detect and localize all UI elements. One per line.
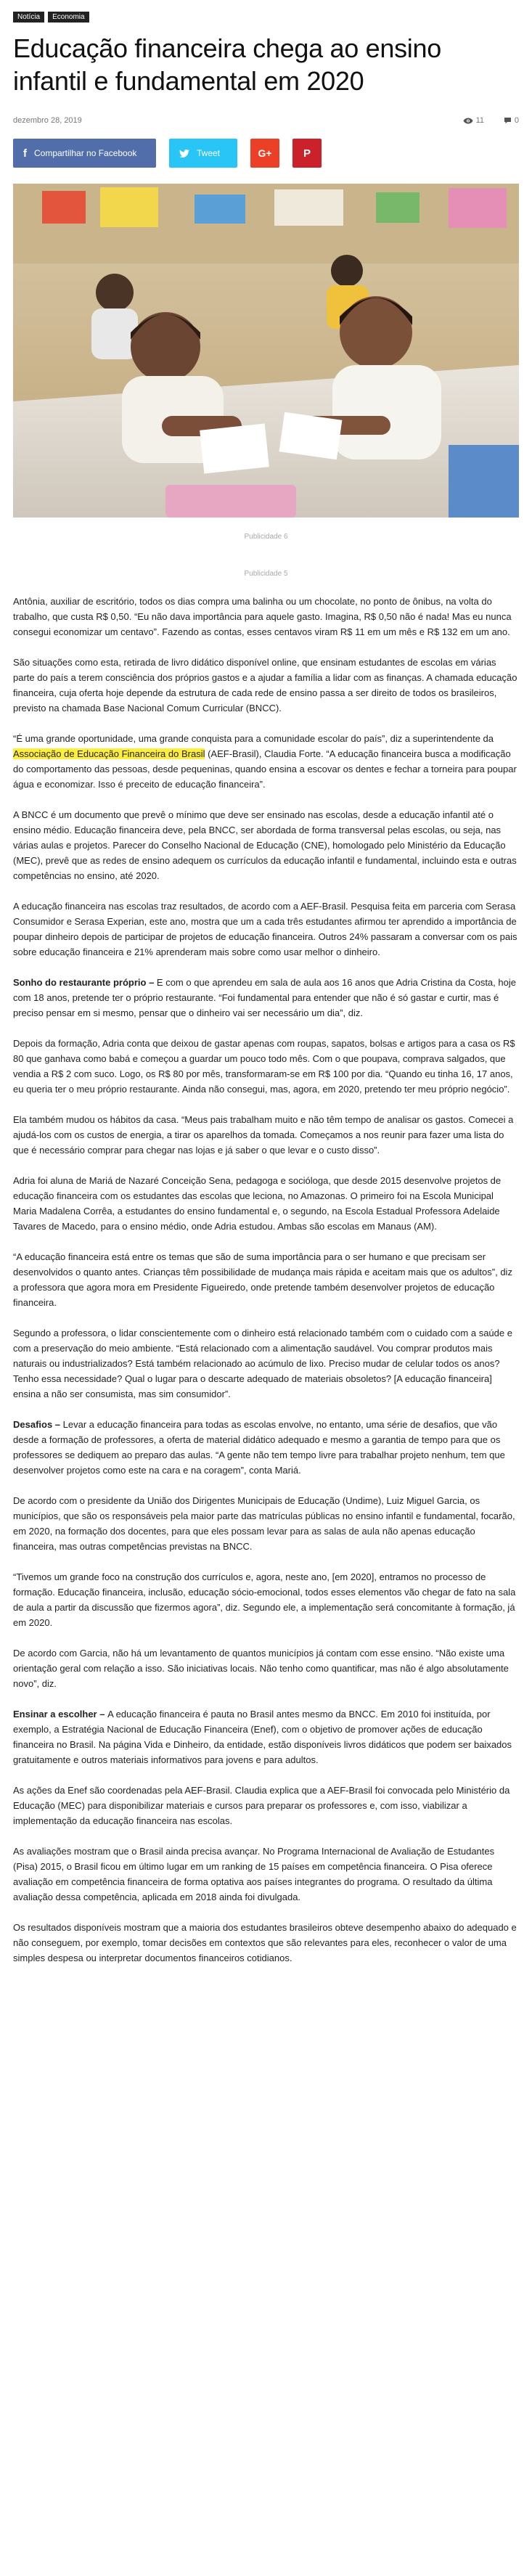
ad-label: Publicidade 5 — [244, 570, 288, 578]
share-twitter-label: Tweet — [197, 148, 221, 158]
classroom-photo-illustration — [13, 184, 519, 518]
share-pinterest-button[interactable] — [292, 139, 322, 168]
paragraph: Segundo a professora, o lidar conscientemente com o dinheiro está relacionado também com o cuidado com a saúde e com a preservação do meio ambiente. “Está relacionado com a alimentação saudável. Vou comprar produtos mais naturais ou industrializados? Está também relacionado ao acúmulo de lixo. Preciso mudar de celular todos os anos? Tenho essa necessidade? Qual o lugar para o descarte adequado de materiais obsoletos? [A educação financeira] ensina a não ser consumista, mas sim consumidor”. — [13, 1328, 512, 1399]
eye-icon — [463, 118, 473, 124]
category-tags — [13, 12, 89, 23]
paragraph: As ações da Enef são coordenadas pela AEF-Brasil. Claudia explica que a AEF-Brasil foi convocada pelo Ministério da Educação (MEC) para disponibilizar materiais e cursos para preparar os professores e, com isso, viabilizar a implementação da educação financeira nas escolas. — [13, 1785, 510, 1826]
ad-label: Publicidade 6 — [244, 533, 288, 541]
article-meta — [13, 116, 519, 128]
facebook-icon: f — [23, 147, 27, 160]
comment-icon — [504, 117, 512, 124]
share-facebook-button[interactable] — [13, 139, 156, 168]
pinterest-icon: P — [303, 147, 311, 160]
section-lead: Sonho do restaurante próprio – — [13, 977, 157, 988]
section-lead: Ensinar a escolher – — [13, 1709, 108, 1720]
paragraph: Sonho do restaurante próprio – E com o que aprendeu em sala de aula aos 16 anos que Adria Cristina da Costa, hoje com 18 anos, pretende ter o próprio restaurante. “Foi fundamental para entender que não é só gastar e curtir, mas é preciso pensar em si mesmo, pensar que o dinheiro vai ser necessário um dia”, diz. — [13, 977, 516, 1018]
article-photo — [13, 184, 519, 518]
paragraph: “É uma grande oportunidade, uma grande conquista para a comunidade escolar do país”, diz a superintendente da Associação de Educação Financeira do Brasil (AEF-Brasil), Claudia Forte. “A educação financeira busca a modificação do comportamento das pessoas, desde pequeninas, quando ensina a escovar os dentes e fechar a torneira para poupar água e economizar. Isso é preceito de educação financeira”. — [13, 733, 517, 790]
paragraph: Antônia, auxiliar de escritório, todos os dias compra uma balinha ou um chocolate, no ponto de ônibus, na volta do trabalho, que custa R$ 0,50. “Eu não dava importância para aquele gasto. Imagina, R$ 0,50 não é nada! Mas eu nunca consegui economizar um centavo”. Fazendo as contas, esses centavos viram R$ 11 em um mês e R$ 132 em um ano. — [13, 596, 512, 637]
paragraph: De acordo com o presidente da União dos Dirigentes Municipais de Educação (Undime), Luiz Miguel Garcia, os municípios, que são os responsáveis pela maior parte das matrículas públicas no ensino infantil e fundamental, focarão, em 2020, na formação dos docentes, para que eles possam levar para as salas de aula não apenas educação financeira, mas outras competências previstas na BNCC. — [13, 1495, 515, 1552]
paragraph: Os resultados disponíveis mostram que a maioria dos estudantes brasileiros obteve desempenho abaixo do adequado e não conseguem, por exemplo, tomar decisões em contextos que são relevantes para eles, reconhecer o valor de uma simples despesa ou interpretar documentos financeiros cotidianos. — [13, 1922, 517, 1963]
paragraph: Desafios – Levar a educação financeira para todas as escolas envolve, no entanto, uma série de desafios, que vão desde a formação de professores, a oferta de material didático adequado e mesmo a garantia de tempo para que os professores se dediquem ao preparo das aulas. “A gente não tem tempo livre para trabalhar projeto nenhum, tem que desenvolver projetos como este na cara e na coragem”, conta Mariá. — [13, 1419, 505, 1476]
article-title: Educação financeira chega ao ensino infantil e fundamental em 2020 — [13, 33, 441, 96]
aef-brasil-link[interactable]: Associação de Educação Financeira do Brasil — [13, 748, 205, 759]
publish-date: dezembro 28, 2019 — [13, 116, 82, 125]
twitter-icon — [179, 150, 189, 158]
paragraph: “Tivemos um grande foco na construção dos currículos e, agora, neste ano, [em 2020], entramos no processo de formação. Educação financeira, inclusão, educação sócio-emocional, todos esses elementos vão chegar de fato na sala de aula a partir da discussão que fizermos agora”, diz. Segundo ele, a implementação será concomitante à formação, já em 2020. — [13, 1571, 516, 1628]
paragraph: Adria foi aluna de Mariá de Nazaré Conceição Sena, pedagoga e socióloga, que desde 2015 desenvolve projetos de educação financeira com os estudantes das escolas que leciona, no Amazonas. O primeiro foi na Escola Municipal Maria Madalena Corrêa, a estudantes do ensino fundamental e, o segundo, na Escola Estadual Professora Adelaide Tavares de Macedo, para o ensino médio, onde Adria estudou. Ambas são escolas em Manaus (AM). — [13, 1175, 502, 1232]
paragraph: A BNCC é um documento que prevê o mínimo que deve ser ensinado nas escolas, desde a educação infantil até o ensino médio. Educação financeira deve, pela BNCC, ser abordada de forma transversal pelas escolas, ou seja, nas várias aulas e projetos. Parecer do Conselho Nacional de Educação (CNE), homologado pelo Ministério da Educação (MEC), prevê que as redes de ensino adequem os currículos da educação infantil e fundamental, incluindo esta e outras competências no ensino, até 2020. — [13, 809, 517, 881]
paragraph: São situações como esta, retirada de livro didático disponível online, que ensinam estudantes de escolas em várias parte do país a terem consciência dos próprios gastos e a ajudar a família a lidar com as finanças. A chamada educação financeira, cuja oferta hoje depende da estrutura de cada rede de ensino passa a ser direito de todos os brasileiros, previsto na chamada Base Nacional Comum Curricular (BNCC). — [13, 657, 517, 713]
paragraph: De acordo com Garcia, não há um levantamento de quantos municípios já contam com esse ensino. “Não existe uma orientação geral com relação a isso. São iniciativas locais. Não tenho como quantificar, mas não é algo absolutamente novo”, diz. — [13, 1648, 509, 1689]
share-googleplus-button[interactable] — [250, 139, 279, 168]
share-bar — [13, 139, 322, 168]
category-tag-noticia[interactable]: Notícia — [13, 12, 44, 23]
category-tag-economia[interactable]: Economia — [48, 12, 89, 23]
share-twitter-button[interactable] — [169, 139, 237, 168]
view-count — [463, 116, 484, 125]
paragraph: A educação financeira nas escolas traz resultados, de acordo com a AEF-Brasil. Pesquisa feita em parceria com Serasa Consumidor e Serasa Experian, este ano, mostra que um a cada três estudantes afirmou ter aprendido a importância de poupar dinheiro depois de participar de projetos de educação financeira. Outros 24% passaram a conversar com os pais sobre educação financeira e 21% aprenderam mais sobre como usar melhor o dinheiro. — [13, 901, 517, 957]
view-count-value: 11 — [475, 116, 484, 125]
comment-count-value: 0 — [514, 116, 519, 125]
paragraph: Depois da formação, Adria conta que deixou de gastar apenas com roupas, sapatos, bolsas e artigos para a casa os R$ 80 que ganhava como babá e começou a guardar um pouco todo mês. Com o que poupava, comprava salgados, que vendia a R$ 2 com suco. Logo, os R$ 80 por mês, transformaram-se em R$ 100 por dia. “Quando eu tinha 16, 17 anos, eu queria ter o meu próprio restaurante. Ainda não consegui, mas, agora, em 2020, pretendo ter meu próprio negócio”. — [13, 1038, 515, 1095]
comment-count[interactable] — [504, 116, 519, 125]
article-body — [13, 594, 519, 1981]
paragraph: Ela também mudou os hábitos da casa. “Meus pais trabalham muito e não têm tempo de analisar os gastos. Comecei a ajudá-los com os custos de energia, a tirar os aparelhos da tomada. Começamos a nos reunir para fazer uma lista do que é necessário comprar para chegar nas lojas e já saber o que levar e o custo disso”. — [13, 1114, 514, 1156]
paragraph: As avaliações mostram que o Brasil ainda precisa avançar. No Programa Internacional de Avaliação de Estudantes (Pisa) 2015, o Brasil ficou em último lugar em um ranking de 15 países em competência financeira. O Pisa oferece avaliação em competência financeira de forma optativa aos países integrantes do programa. O resultado da última avaliação dessa competência, aplicada em 2018 ainda foi divulgada. — [13, 1846, 495, 1902]
googleplus-icon: G+ — [258, 147, 272, 159]
section-lead: Desafios – — [13, 1419, 63, 1430]
share-facebook-label: Compartilhar no Facebook — [34, 148, 137, 158]
paragraph: “A educação financeira está entre os temas que são de suma importância para o ser humano e que precisam ser desenvolvidos o quanto antes. Crianças têm possibilidade de mudança mais rápida e aceitam mais que os adultos”, diz a professora que agora mora em Presidente Figueiredo, onde pretende também desenvolver projetos de educação financeira. — [13, 1251, 512, 1308]
paragraph: Ensinar a escolher – A educação financeira é pauta no Brasil antes mesmo da BNCC. Em 2010 foi instituída, por exemplo, a Estratégia Nacional de Educação Financeira (Enef), com o objetivo de promover ações de educação financeira no Brasil. Na página Vida e Dinheiro, da entidade, estão disponíveis livros didáticos que podem ser baixados gratuitamente e outros materiais informativos para jovens e para adultos. — [13, 1709, 512, 1765]
